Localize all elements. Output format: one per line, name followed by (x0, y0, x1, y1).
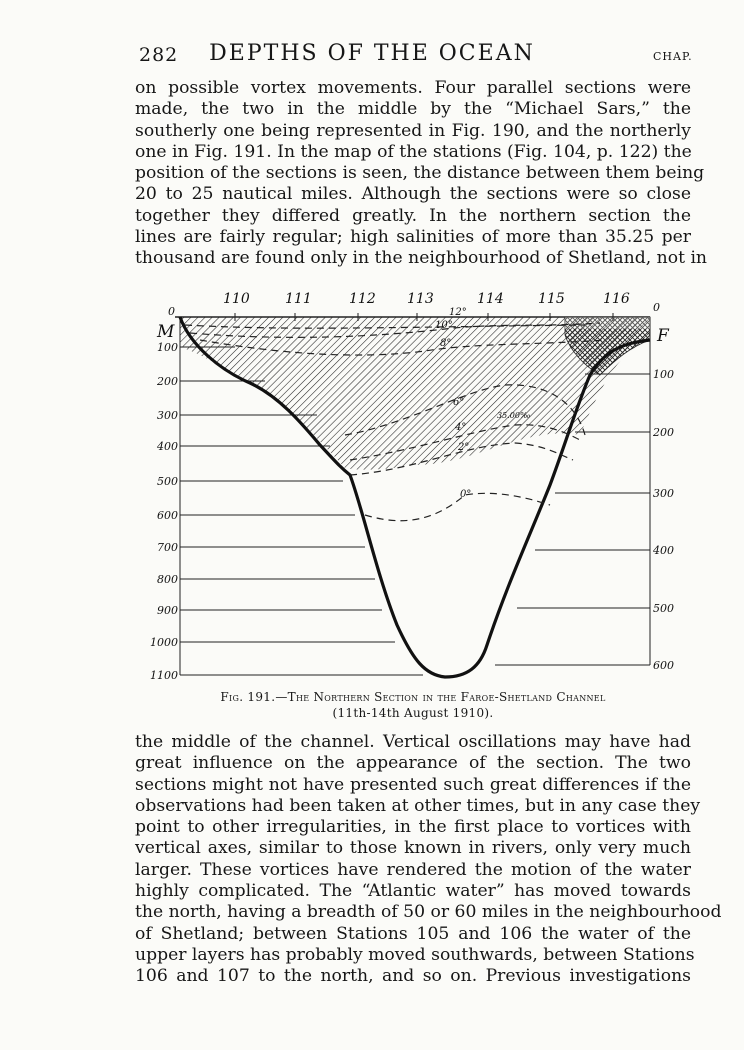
text-line: highly complicated. The “Atlantic water” has moved towards (135, 881, 691, 902)
text-line: together they differed greatly. In the northern section the (135, 205, 691, 226)
axis-label-right: 500 (653, 602, 674, 615)
axis-label-left: 800 (157, 573, 178, 586)
axis-label-right: 200 (653, 426, 674, 439)
text-line: 106 and 107 to the north, and so on. Previous investigations (135, 966, 691, 987)
station-label: 116 (603, 291, 630, 307)
axis-label-left: 100 (157, 341, 178, 354)
text-line: larger. These vortices have rendered the motion of the water (135, 859, 691, 880)
text-line: sections might not have presented such great differences if the (135, 774, 691, 795)
isotherm-label: 8° (440, 338, 452, 349)
axis-label-left: 500 (157, 475, 178, 488)
axis-label-left: 700 (157, 541, 178, 554)
axis-label-right: 0 (653, 301, 660, 314)
text-line: made, the two in the middle by the “Michael Sars,” the (135, 99, 691, 120)
text-line: on possible vortex movements. Four parallel sections were (135, 78, 691, 98)
station-label: 113 (407, 291, 434, 307)
axis-label-right: 100 (653, 368, 674, 381)
axis-label-right: 600 (653, 659, 674, 672)
isotherm-label: 6° (453, 397, 465, 408)
isotherm-label: 4° (455, 422, 467, 433)
text-line: of Shetland; between Stations 105 and 106 the water of the (135, 923, 691, 944)
isotherm-label: 12° (449, 307, 467, 318)
axis-label-left: 600 (157, 509, 178, 522)
text-line: upper layers has probably moved southwards, between Stations (135, 944, 695, 965)
text-line: lines are fairly regular; high salinities of more than 35.25 per (135, 227, 691, 248)
axis-label-right: 300 (653, 487, 674, 500)
text-line: thousand are found only in the neighbourhood of Shetland, not in (135, 248, 708, 269)
axis-label-left: 900 (157, 604, 178, 617)
running-title: DEPTHS OF THE OCEAN (209, 41, 535, 66)
text-line: one in Fig. 191. In the map of the stations (Fig. 104, p. 122) the (135, 141, 692, 162)
axis-label-left: 300 (157, 409, 178, 422)
isotherm-label: 2° (458, 442, 470, 453)
end-label-left: M (157, 322, 175, 342)
section-figure (145, 285, 675, 685)
text-line: southerly one being represented in Fig. 190, and the northerly (135, 120, 691, 141)
paragraph-bottom (135, 732, 722, 988)
axis-label-left: 200 (157, 375, 178, 388)
text-line: great influence on the appearance of the section. The two (135, 753, 691, 774)
station-label: 112 (349, 291, 376, 307)
text-line: 20 to 25 nautical miles. Although the sections were so close (135, 184, 691, 205)
isotherm-label: 10° (435, 320, 453, 331)
station-label: 111 (285, 291, 312, 307)
figure-caption (135, 689, 691, 721)
axis-label-left: 1000 (150, 636, 178, 649)
end-label-right: F (657, 326, 669, 346)
text-line: observations had been taken at other times, but in any case they (135, 795, 701, 816)
paragraph-top (135, 78, 708, 270)
salinity-label: 35.00‰ (497, 411, 531, 420)
running-header (0, 41, 744, 70)
axis-label-left: 0 (168, 305, 175, 318)
isotherm-label: 0° (460, 489, 472, 500)
station-label: 114 (477, 291, 504, 307)
axis-label-left: 400 (157, 440, 178, 453)
text-line: position of the sections is seen, the distance between them being (135, 163, 705, 184)
text-line: vertical axes, similar to those known in rivers, only very much (135, 838, 691, 859)
station-label: 115 (538, 291, 565, 307)
caption-line: (11th-14th August 1910). (332, 706, 494, 720)
text-line: point to other irregularities, in the first place to vortices with (135, 817, 691, 838)
axis-label-right: 400 (653, 544, 674, 557)
page-number: 282 (139, 44, 179, 66)
caption-line: Fig. 191.—The Northern Section in the Faroe-Shetland Channel (220, 690, 606, 704)
text-line: the middle of the channel. Vertical oscillations may have had (135, 732, 691, 752)
text-line: the north, having a breadth of 50 or 60 miles in the neighbourhood (135, 902, 722, 923)
station-label: 110 (223, 291, 250, 307)
chapter-abbrev: CHAP. (653, 50, 693, 63)
axis-label-left: 1100 (150, 669, 178, 682)
